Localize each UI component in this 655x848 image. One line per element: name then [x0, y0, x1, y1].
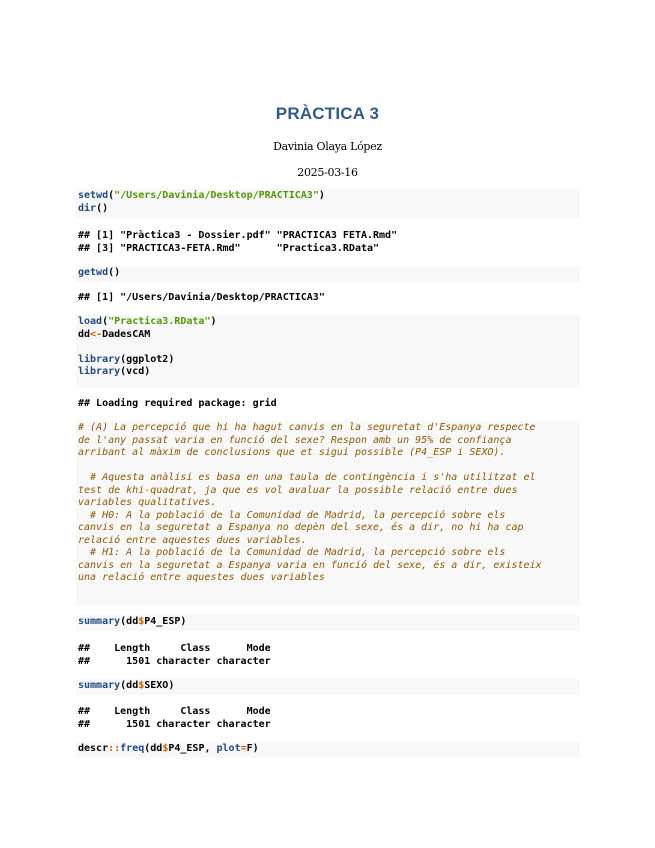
output-summary-p4: [76, 642, 580, 671]
code-line: summary(dd$SEXO): [78, 680, 175, 691]
output-line: ## Length Class Mode: [78, 643, 271, 654]
output-getwd: [76, 291, 580, 307]
code-line: dd<-DadesCAM: [78, 328, 151, 340]
comment-line: canvis en la seguretat a Espanya varia en funció del sexe, és a dir, existeix: [78, 559, 542, 571]
code-chunk-summary-sexo: [76, 679, 580, 695]
code-line: summary(dd$P4_ESP): [78, 616, 187, 627]
output-dir: [76, 229, 580, 258]
code-line: library(vcd): [78, 366, 151, 377]
code-line: library(ggplot2): [78, 353, 175, 365]
output-line: ## [3] "PRACTICA3-FETA.Rmd" "Practica3.RData": [78, 242, 380, 254]
code-line: getwd(): [78, 267, 121, 278]
document-author: Davinia Olaya López: [273, 140, 382, 153]
document-date: 2025-03-16: [297, 166, 358, 179]
comment-line: de l'any passat varia en funció del sexe? Respon amb un 95% de confiança: [78, 434, 512, 446]
code-line: setwd("/Users/Davinia/Desktop/PRACTICA3"): [78, 190, 325, 201]
output-line: ## 1501 character character: [78, 718, 271, 730]
comment-line: # Aquesta anàlisi es basa en una taula de contingència i s'ha utilitzat el: [78, 472, 536, 483]
output-loading: [76, 397, 580, 413]
code-chunk-summary-p4: [76, 615, 580, 631]
comment-line: # H0: A la població de la Comunidad de Madrid, la percepció sobre els: [78, 509, 506, 521]
output-summary-sexo: [76, 705, 580, 734]
output-line: ## [1] "/Users/Davinia/Desktop/PRACTICA3": [78, 292, 325, 303]
code-line: dir(): [78, 202, 109, 214]
comment-line: variables qualitatives.: [78, 497, 217, 508]
code-line: descr::freq(dd$P4_ESP, plot=F): [78, 743, 259, 754]
output-line: ## 1501 character character: [78, 655, 271, 667]
comment-line: una relació entre aquestes dues variables: [78, 572, 325, 583]
comment-line: canvis en la seguretat a Espanya no depèn del sexe, és a dir, no hi ha cap: [78, 522, 524, 533]
code-chunk-freq: [76, 742, 580, 758]
document-title: PRÀCTICA 3: [275, 104, 380, 123]
code-chunk-setwd: [76, 189, 580, 218]
comment-line: relació entre aquestes dues variables.: [78, 534, 307, 546]
comment-line: test de khi-quadrat, ja que es vol avaluar la possible relació entre dues: [78, 484, 518, 496]
output-line: ## [1] "Pràctica3 - Dossier.pdf" "PRACTICA3 FETA.Rmd": [78, 230, 398, 241]
code-chunk-comments: [76, 421, 580, 606]
output-line: ## Length Class Mode: [78, 706, 271, 717]
comment-line: # (A) La percepció que hi ha hagut canvis en la seguretat d'Espanya respecte: [78, 422, 536, 433]
comment-line: arribant al màxim de conclusions que et sigui possible (P4_ESP i SEXO).: [78, 447, 506, 458]
code-chunk-load: [76, 315, 580, 388]
code-line: load("Practica3.RData"): [78, 316, 217, 327]
output-line: ## Loading required package: grid: [78, 398, 277, 409]
comment-line: # H1: A la població de la Comunidad de Madrid, la percepció sobre els: [78, 547, 506, 558]
code-chunk-getwd: [76, 266, 580, 282]
